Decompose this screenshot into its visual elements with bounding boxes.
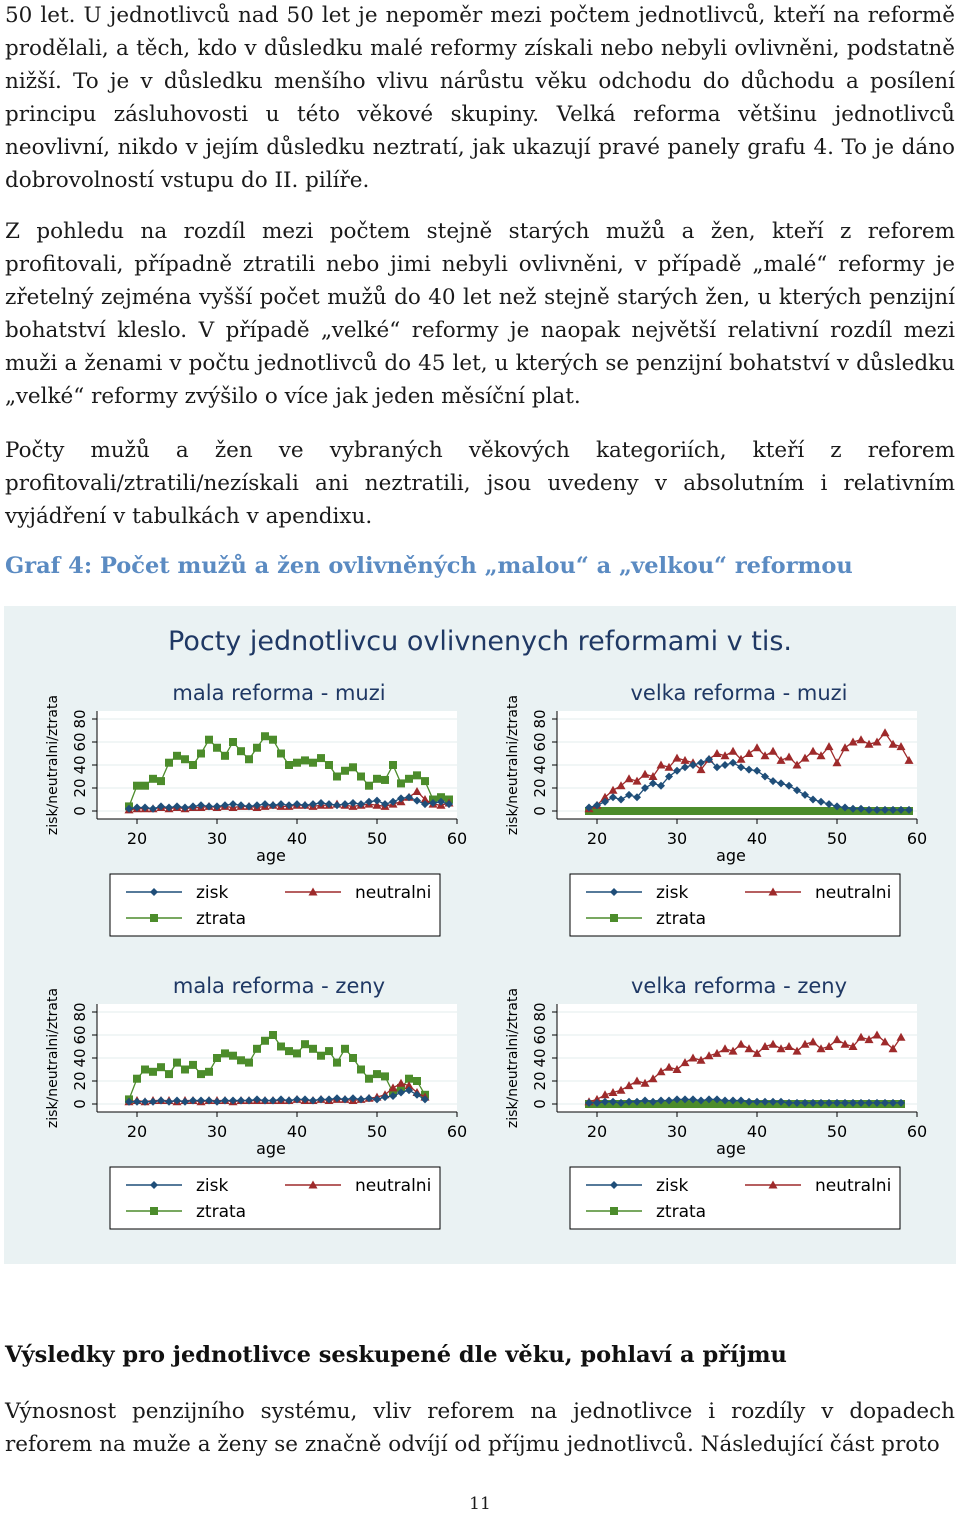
data-point-ztrata [325,761,333,769]
data-point-ztrata [149,775,157,783]
y-tick-label: 40 [531,1048,549,1068]
data-point-ztrata [157,1063,165,1071]
x-tick-label: 50 [826,829,848,848]
data-point-ztrata [325,1047,333,1055]
x-tick-label: 40 [286,1122,308,1141]
data-point-ztrata [189,761,197,769]
legend-label-neutralni: neutralni [355,1176,432,1196]
data-point-ztrata [277,750,285,758]
data-point-ztrata [317,1052,325,1060]
legend-marker-ztrata [610,1207,618,1215]
section-heading: Výsledky pro jednotlivce seskupené dle věku, pohlaví a příjmu [5,1342,787,1368]
legend-label-ztrata: ztrata [656,1202,707,1222]
data-point-ztrata [389,761,397,769]
chart-panel [505,974,927,1229]
y-tick-label: 80 [71,709,89,729]
data-point-ztrata [293,1049,301,1057]
y-tick-label: 0 [71,806,89,816]
x-tick-label: 60 [906,1122,928,1141]
y-tick-label: 60 [71,732,89,752]
data-point-ztrata [341,1045,349,1053]
legend-marker-ztrata [150,1207,158,1215]
x-axis-label: age [716,1139,746,1158]
y-tick-label: 80 [71,1002,89,1022]
data-point-ztrata [333,773,341,781]
data-point-ztrata [253,1045,261,1053]
y-tick-label: 20 [531,1071,549,1091]
y-tick-label: 40 [71,1048,89,1068]
data-point-ztrata [205,1068,213,1076]
data-point-ztrata [317,754,325,762]
data-point-ztrata [221,1049,229,1057]
chart-title: Pocty jednotlivcu ovlivnenych reformami v tis. [168,626,792,657]
y-tick-label: 0 [71,1099,89,1109]
data-point-ztrata [245,755,253,763]
data-point-ztrata [253,744,261,752]
data-point-ztrata [745,807,753,815]
y-tick-label: 40 [71,755,89,775]
data-point-ztrata [293,759,301,767]
chart-panel [505,681,927,936]
paragraph-3: Počty mužů a žen ve vybraných věkových kategoriích, kteří z reforem profitovali/ztratili/nezískali ani neztratili, jsou uvedeny v absolutním i relativním vyjádření v tabulkách v apendixu. [5,438,955,529]
x-tick-label: 50 [366,1122,388,1141]
data-point-ztrata [197,1070,205,1078]
chart-legend [110,1167,440,1229]
data-point-ztrata [381,1072,389,1080]
data-point-ztrata [633,807,641,815]
data-point-ztrata [793,807,801,815]
data-point-ztrata [413,1077,421,1085]
data-point-ztrata [713,807,721,815]
data-point-ztrata [301,1040,309,1048]
data-point-ztrata [213,744,221,752]
figure-caption: Graf 4: Počet mužů a žen ovlivněných „malou“ a „velkou“ reformou [5,553,853,579]
data-point-ztrata [365,1075,373,1083]
data-point-ztrata [269,1031,277,1039]
data-point-ztrata [165,759,173,767]
y-tick-label: 20 [71,1071,89,1091]
data-point-ztrata [133,782,141,790]
closing-paragraph: Výnosnost penzijního systému, vliv reforem na jednotlivce i rozdíly v dopadech reforem na muže a ženy se značně odvíjí od příjmu jednotlivců. Následující část proto [5,1399,955,1457]
data-point-ztrata [285,761,293,769]
data-point-ztrata [309,1045,317,1053]
data-point-ztrata [373,775,381,783]
paragraph-1: 50 let. U jednotlivců nad 50 let je nepoměr mezi počtem jednotlivců, kteří na reformě prodělali, a těch, kdo v důsledku malé reformy získali nebo nebyli ovlivněni, podstatně nižší. To je v důsledku menšího vlivu nárůstu věku odchodu do důchodu a posílení principu zásluhovosti u této věkové skupiny. Velká reforma většinu jednotlivců neovlivní, nikdo v jejím důsledku neztratí, jak ukazují pravé panely grafu 4. To je dáno dobrovolností vstupu do II. pilíře. [5,3,955,193]
data-point-ztrata [301,756,309,764]
data-point-ztrata [777,807,785,815]
x-tick-label: 20 [126,829,148,848]
data-point-ztrata [673,807,681,815]
panel-title: velka reforma - zeny [630,974,848,998]
legend-label-ztrata: ztrata [196,1202,247,1222]
data-point-ztrata [665,807,673,815]
data-point-ztrata [753,807,761,815]
legend-label-neutralni: neutralni [355,883,432,903]
chart-legend [570,874,900,936]
data-point-ztrata [641,807,649,815]
data-point-ztrata [261,1037,269,1045]
data-point-ztrata [357,773,365,781]
data-point-ztrata [309,759,317,767]
chart-svg [4,606,956,1264]
panel-title: mala reforma - zeny [172,974,386,998]
data-point-ztrata [705,807,713,815]
panel-title: velka reforma - muzi [630,681,848,705]
data-point-ztrata [689,807,697,815]
x-tick-label: 30 [666,1122,688,1141]
data-point-ztrata [173,1059,181,1067]
x-tick-label: 30 [206,829,228,848]
data-point-ztrata [133,1075,141,1083]
data-point-ztrata [737,807,745,815]
data-point-ztrata [761,807,769,815]
data-point-ztrata [157,777,165,785]
data-point-ztrata [405,775,413,783]
data-point-ztrata [625,807,633,815]
y-axis-label: zisk/neutralni/ztrata [505,987,521,1129]
legend-label-neutralni: neutralni [815,1176,892,1196]
legend-label-ztrata: ztrata [196,909,247,929]
data-point-ztrata [229,738,237,746]
x-tick-label: 50 [826,1122,848,1141]
y-tick-label: 60 [71,1025,89,1045]
data-point-ztrata [213,1054,221,1062]
legend-label-zisk: zisk [656,1176,689,1196]
data-point-ztrata [617,807,625,815]
data-point-ztrata [221,752,229,760]
legend-label-zisk: zisk [196,883,229,903]
y-tick-label: 80 [531,709,549,729]
x-tick-label: 60 [446,829,468,848]
chart-figure [4,606,956,1264]
x-axis-label: age [256,1139,286,1158]
x-tick-label: 60 [906,829,928,848]
y-tick-label: 80 [531,1002,549,1022]
data-point-ztrata [769,807,777,815]
chart-panel [45,974,467,1229]
y-tick-label: 20 [531,778,549,798]
legend-label-zisk: zisk [656,883,689,903]
data-point-ztrata [349,763,357,771]
data-point-ztrata [189,1061,197,1069]
data-point-ztrata [601,807,609,815]
data-point-ztrata [413,771,421,779]
data-point-ztrata [333,1059,341,1067]
legend-marker-ztrata [610,914,618,922]
data-point-ztrata [801,807,809,815]
data-point-ztrata [825,807,833,815]
x-axis-label: age [716,846,746,865]
y-tick-label: 0 [531,1099,549,1109]
data-point-ztrata [649,807,657,815]
y-tick-label: 60 [531,1025,549,1045]
x-tick-label: 40 [746,1122,768,1141]
data-point-ztrata [809,807,817,815]
data-point-ztrata [141,782,149,790]
y-tick-label: 40 [531,755,549,775]
data-point-ztrata [365,782,373,790]
data-point-ztrata [237,747,245,755]
data-point-ztrata [681,807,689,815]
chart-legend [110,874,440,936]
x-tick-label: 40 [286,829,308,848]
chart-panel [45,681,467,936]
y-tick-label: 0 [531,806,549,816]
x-tick-label: 20 [586,1122,608,1141]
data-point-ztrata [729,807,737,815]
data-point-ztrata [141,1066,149,1074]
y-axis-label: zisk/neutralni/ztrata [505,694,521,836]
data-point-ztrata [285,1047,293,1055]
data-point-ztrata [205,736,213,744]
legend-label-ztrata: ztrata [656,909,707,929]
data-point-ztrata [349,1054,357,1062]
x-tick-label: 60 [446,1122,468,1141]
data-point-ztrata [609,807,617,815]
data-point-ztrata [173,752,181,760]
data-point-ztrata [397,779,405,787]
data-point-ztrata [245,1059,253,1067]
x-tick-label: 40 [746,829,768,848]
x-tick-label: 20 [126,1122,148,1141]
data-point-ztrata [181,755,189,763]
y-tick-label: 20 [71,778,89,798]
y-axis-label: zisk/neutralni/ztrata [45,694,61,836]
x-tick-label: 30 [666,829,688,848]
data-point-ztrata [165,1070,173,1078]
data-point-ztrata [421,777,429,785]
data-point-ztrata [373,1070,381,1078]
x-tick-label: 50 [366,829,388,848]
data-point-ztrata [817,807,825,815]
data-point-ztrata [197,750,205,758]
legend-label-zisk: zisk [196,1176,229,1196]
x-axis-label: age [256,846,286,865]
chart-legend [570,1167,900,1229]
data-point-ztrata [657,807,665,815]
data-point-ztrata [269,736,277,744]
data-point-ztrata [277,1043,285,1051]
paragraph-2: Z pohledu na rozdíl mezi počtem stejně starých mužů a žen, kteří z reforem profitovali, případně ztratili nebo jimi nebyli ovlivněni, v případě „malé“ reformy je zřetelný zejména vyšší počet mužů do 40 let než stejně starých žen, u kterých penzijní bohatství kleslo. V případě „velké“ reformy je naopak největší relativní rozdíl mezi muži a ženami v počtu jednotlivců do 45 let, u kterých se penzijní bohatství v důsledku „velké“ reformy zvýšilo o více jak jeden měsíční plat. [5,219,955,409]
panel-title: mala reforma - muzi [172,681,386,705]
page-number: 11 [469,1494,491,1514]
data-point-ztrata [181,1066,189,1074]
x-tick-label: 20 [586,829,608,848]
y-axis-label: zisk/neutralni/ztrata [45,987,61,1129]
legend-label-neutralni: neutralni [815,883,892,903]
data-point-ztrata [341,767,349,775]
legend-marker-ztrata [150,914,158,922]
data-point-ztrata [381,776,389,784]
data-point-ztrata [237,1056,245,1064]
data-point-ztrata [785,807,793,815]
data-point-ztrata [261,732,269,740]
x-tick-label: 30 [206,1122,228,1141]
y-tick-label: 60 [531,732,549,752]
data-point-ztrata [721,807,729,815]
data-point-ztrata [149,1068,157,1076]
data-point-ztrata [357,1066,365,1074]
data-point-ztrata [229,1052,237,1060]
data-point-ztrata [697,807,705,815]
